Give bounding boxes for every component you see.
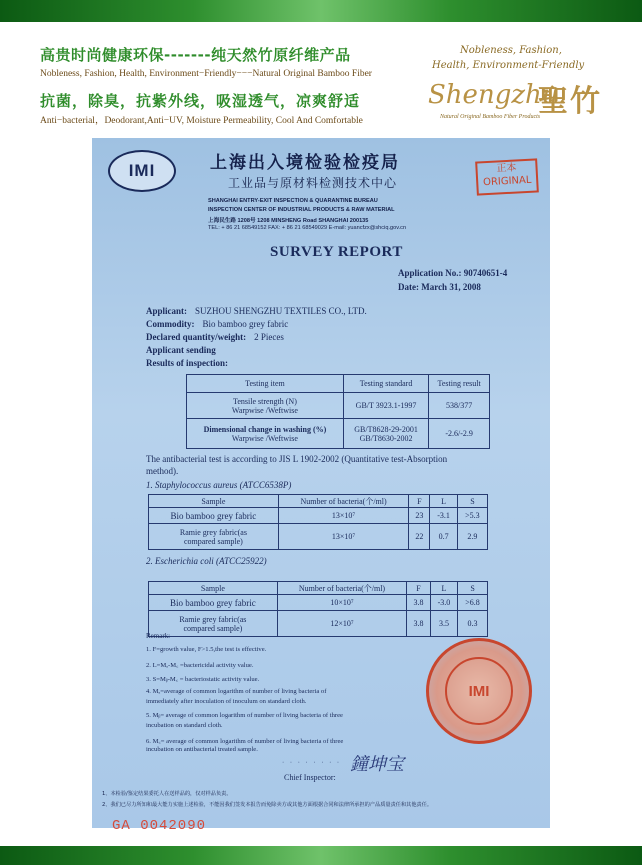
footnote-2: 2、我们已尽力所知和最大能力实施上述检验，不能因我们签发本报告而免除卖方或其他方面根据合同和法律所承担的产品质量责任和其他责任。 [102,802,433,808]
top-green-bar [0,0,642,22]
remark-5b: incubation on standard cloth. [146,722,223,729]
table-header-cell: Sample [149,582,278,595]
bottom-green-bar [0,846,642,865]
table-header-cell: L [430,582,457,595]
stamp-zh: 正本 [496,162,517,175]
brand-name-zh: 聖竹 [538,84,602,119]
table-header-cell: Number of bacteria(个/ml) [277,582,406,595]
header-chinese-slogan: 高贵时尚健康环保-------纯天然竹原纤维产品 [40,46,351,64]
sample-note: compared sample) [183,536,243,546]
table-header-cell: S [458,582,488,595]
remark-6a: 6. M꜀= average of common logarithm of number of living bacteria of three [146,738,344,745]
table-row [149,508,488,524]
applicant-label: Applicant: [146,306,188,316]
table-header-cell: Testing result [429,375,490,393]
table-header-row [187,375,490,393]
remark-4a: 4. Mₐ=average of common logarithm of number of living bacteria of [146,688,327,695]
results-heading: Results of inspection: [146,358,229,368]
item-sub: Warpwise /Weftwise [231,405,298,415]
table-cell-result: 538/377 [429,393,490,419]
section-staphylococcus: 1. Staphylococcus aureus (ATCC6538P) [146,480,292,490]
table-cell-standard: GB/T 3923.1-1997 [343,393,428,419]
inspection-seal [426,638,532,744]
staphylococcus-table [148,494,488,550]
table-row [149,524,488,550]
remark-6b: incubation on antibacterial treated sample. [146,746,258,753]
table-cell: 13×10⁷ [278,524,408,550]
application-number: Application No.: 90740651-4 [398,268,508,278]
remark-label: Remark: [146,632,171,640]
table-cell: 3.8 [407,611,431,637]
serial-number: GA 0042090 [112,818,207,834]
table-header-cell: Number of bacteria(个/ml) [278,495,408,508]
table-cell: 13×10⁷ [278,508,408,524]
table-header-row [149,582,488,595]
stamp-en: ORIGINAL [482,174,532,189]
table-cell-result: -2.6/-2.9 [429,419,490,449]
imi-logo: IMI [108,150,176,192]
antibacterial-intro-2: method). [146,466,179,476]
address: 上海民生路 1208号 1208 MINSHENG Road SHANGHAI 200135 [208,218,369,224]
brand-subtitle: Natural Original Bamboo Fiber Products [440,114,541,120]
applicant-value: SUZHOU SHENGZHU TEXTILES CO., LTD. [195,306,367,316]
item-name: Dimensional change in washing (%) [203,424,327,434]
table-header-cell: S [457,495,487,508]
quantity-line [146,332,284,342]
item-sub: Warpwise /Weftwise [231,433,298,443]
remark-5a: 5. Mᵦ= average of common logarithm of number of living bacteria of three [146,712,343,719]
table-cell: 3.8 [407,595,431,611]
table-cell: >5.3 [457,508,487,524]
brand-logo [420,40,620,130]
sample-name: Ramie grey fabric(as [179,614,247,624]
header-english-features: Anti−bacterial，Deodorant,Anti−UV, Moisture Permeability, Cool And Comfortable [40,116,363,126]
table-row [187,419,490,449]
bureau-name-zh: 上海出入境检验检疫局 [210,153,400,173]
header-english-slogan: Nobleness, Fashion, Health, Environment−Friendly−−−Natural Original Bamboo Fiber [40,69,372,79]
table-cell: 10×10⁷ [277,595,406,611]
table-cell: -3.1 [430,508,458,524]
commodity-value: Bio bamboo grey fabric [202,319,289,329]
remark-2: 2. L=Mₐ-M꜀ =bactericidal activity value. [146,662,254,669]
table-row [149,611,488,637]
table-cell: 0.3 [458,611,488,637]
table-header-cell: F [409,495,430,508]
antibacterial-intro: The antibacterial test is according to JIS L 1902-2002 (Quantitative test-Absorption [146,454,448,464]
quantity-label: Declared quantity/weight: [146,332,247,342]
commodity-line [146,319,288,329]
brand-tagline-2: Health, Environment-Friendly [432,60,585,71]
footnote-1: 1、本检验/鉴定结果委托人在送样品的，仅对样品负责。 [102,791,232,797]
section-escherichia: 2. Escherichia coli (ATCC25922) [146,556,267,566]
table-cell: -3.0 [430,595,457,611]
table-header-cell: Testing standard [343,375,428,393]
applicant-line [146,306,367,316]
chief-inspector-label: Chief Inspector: [284,773,336,782]
sample-name: Ramie grey fabric(as [179,527,247,537]
signature-dots: · · · · · · · · [282,759,342,766]
inspection-results-table [186,374,490,449]
table-cell [149,524,279,550]
sending-line: Applicant sending [146,345,216,355]
table-cell: 22 [409,524,430,550]
escherichia-table [148,581,488,637]
remark-3: 3. S=Mᵦ-M꜀ = bacteriostatic activity value. [146,676,260,683]
standard-2: GB/T8630-2002 [359,433,413,443]
table-row [187,393,490,419]
table-header-cell: Testing item [187,375,344,393]
seal-text: IMI [445,657,513,725]
table-header-cell: L [430,495,458,508]
report-title: SURVEY REPORT [270,244,403,260]
table-header-cell: F [407,582,431,595]
table-cell: 12×10⁷ [277,611,406,637]
header-chinese-features: 抗菌，除臭，抗紫外线，吸湿透气，凉爽舒适 [40,92,361,110]
remark-1: 1. F=growth value, F>1.5,the test is effective. [146,646,267,653]
center-name-zh: 工业品与原材料检测技术中心 [228,176,398,190]
center-name-en: INSPECTION CENTER OF INDUSTRIAL PRODUCTS & RAW MATERIAL [208,207,395,213]
bureau-name-en: SHANGHAI ENTRY-EXIT INSPECTION & QUARANTINE BUREAU [208,198,378,204]
table-header-row [149,495,488,508]
table-cell-item [187,419,344,449]
original-stamp [475,158,539,195]
table-cell-item [187,393,344,419]
sample-note: compared sample) [183,623,243,633]
table-cell: Bio bamboo grey fabric [149,595,278,611]
quantity-value: 2 Pieces [254,332,284,342]
contact-line: TEL: + 86 21 68549152 FAX: + 86 21 68549029 E-mail: yuancfzx@shciq.gov.cn [208,225,407,231]
standard-1: GB/T8628-29-2001 [354,424,418,434]
table-cell-standard [343,419,428,449]
table-cell: >6.8 [458,595,488,611]
survey-report-document [92,138,550,828]
brand-tagline-1: Nobleness, Fashion, [460,45,562,56]
table-header-cell: Sample [149,495,279,508]
commodity-label: Commodity: [146,319,195,329]
table-cell: 3.5 [430,611,457,637]
report-date: Date: March 31, 2008 [398,282,481,292]
table-cell: 2.9 [457,524,487,550]
inspector-signature: 鐘坤宝 [350,754,404,775]
item-name: Tensile strength (N) [233,396,297,406]
table-cell: 23 [409,508,430,524]
brand-name-en: Shengzhu [428,80,559,110]
table-row [149,595,488,611]
remark-4b: immediately after inoculation of inoculum on standard cloth. [146,698,307,705]
table-cell: 0.7 [430,524,458,550]
table-cell: Bio bamboo grey fabric [149,508,279,524]
